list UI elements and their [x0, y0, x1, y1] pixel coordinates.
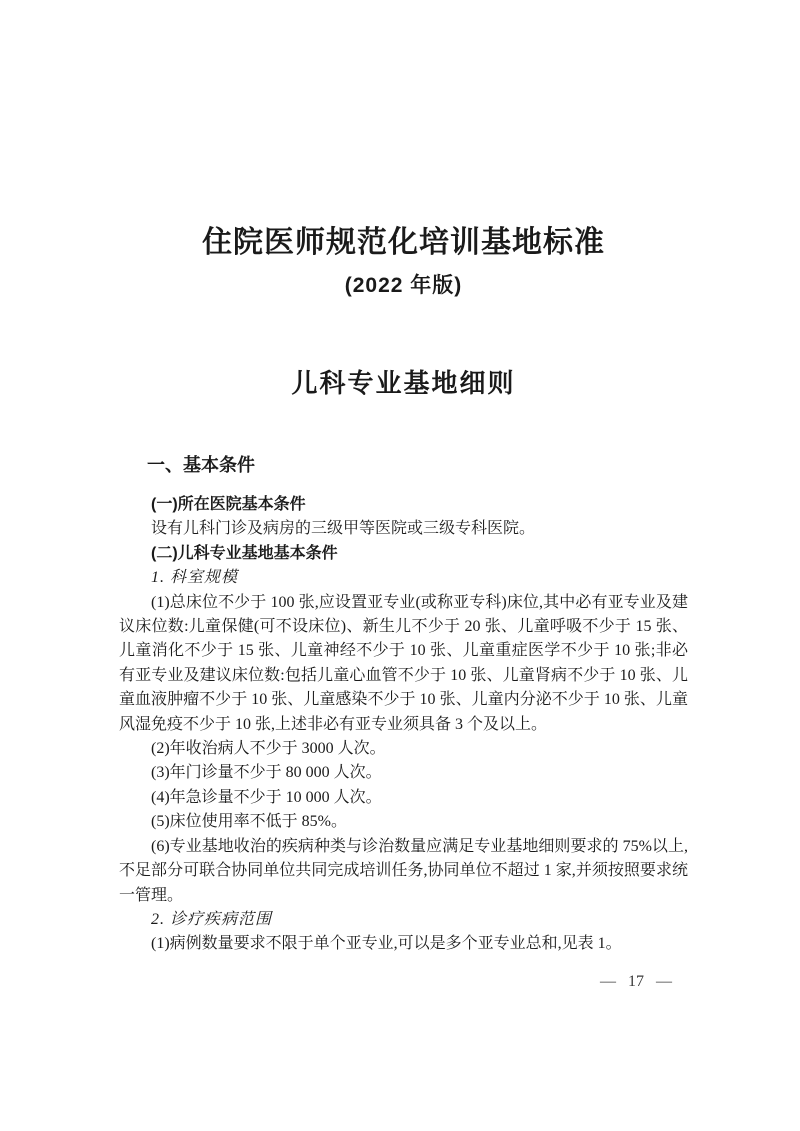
footer-left-dash: —: [600, 973, 616, 990]
heading-specialty-base-conditions: (二)儿科专业基地基本条件: [151, 544, 338, 562]
text-block: [119, 0, 688, 957]
heading-hospital-basic-conditions: (一)所在医院基本条件: [151, 496, 306, 513]
text-bed-occupancy-rate: (5)床位使用率不低于 85%。: [151, 813, 347, 831]
text-annual-emergency-volume: (4)年急诊量不少于 10 000 人次。: [151, 788, 382, 806]
text-disease-coverage-requirement: (6)专业基地收治的疾病种类与诊治数量应满足专业基地细则要求的 75%以上,不足部分可联合协同单位共同完成培训任务,协同单位不超过 1 家,并须按照要求统一管理。: [119, 837, 688, 904]
section-title: 儿科专业基地细则: [291, 368, 516, 398]
heading-basic-conditions: 一、基本条件: [147, 455, 255, 475]
document-edition: (2022 年版): [344, 274, 463, 297]
text-annual-outpatient-volume: (3)年门诊量不少于 80 000 人次。: [151, 764, 382, 782]
text-bed-requirements: (1)总床位不少于 100 张,应设置亚专业(或称亚专科)床位,其中必有亚专业及建议床位数:儿童保健(可不设床位)、新生儿不少于 20 张、儿童呼吸不少于 15 张、儿童消化不少于 15 张、儿童神经不少于 10 张、儿童重症医学不少于 10 张;非必有亚专业及建议床位数:包括儿童心血管不少于 10 张、儿童肾病不少于 10 张、儿童血液肿瘤不少于 10 张、儿童感染不少于 10 张、儿童内分泌不少于 10 张、儿童风湿免疫不少于 10 张,上述非必有亚专业须具备 3 个及以上。: [119, 593, 688, 733]
text-annual-inpatient-volume: (2)年收治病人不少于 3000 人次。: [151, 740, 386, 758]
text-case-volume-requirement: (1)病例数量要求不限于单个亚专业,可以是多个亚专业总和,见表 1。: [151, 935, 622, 953]
page-number-footer: [600, 972, 672, 992]
page-number: 17: [628, 973, 644, 990]
document-title: 住院医师规范化培训基地标准: [202, 226, 605, 259]
footer-right-dash: —: [656, 973, 672, 990]
heading-department-scale: 1. 科室规模: [151, 569, 239, 587]
text-hospital-requirement: 设有儿科门诊及病房的三级甲等医院或三级专科医院。: [151, 520, 536, 538]
heading-disease-treatment-scope: 2. 诊疗疾病范围: [151, 910, 273, 928]
